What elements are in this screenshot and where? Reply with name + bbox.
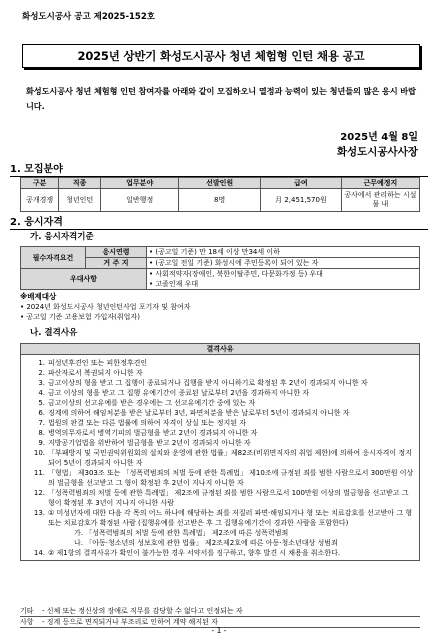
cell-category: 공개경쟁 [21, 189, 59, 212]
header-job-type: 직종 [59, 178, 101, 189]
item-number: 8. [38, 429, 45, 437]
cell-work-location: 공사에서 관리하는 시설물 내 [341, 189, 419, 212]
list-item [31, 418, 415, 428]
item-text: ② 제1항의 결격사유가 확인이 불가능한 경우 서약서를 징구하고, 향후 발견 시 채용을 취소한다. [48, 549, 341, 557]
disqualification-table [20, 343, 420, 561]
table-header-row [21, 178, 420, 189]
list-item [31, 428, 415, 438]
cell-salary: 月 2,451,570원 [261, 189, 342, 212]
item-text: 피성년후견인 또는 피한정후견인 [48, 359, 148, 367]
table-row [21, 355, 420, 561]
item-text: 금고이상의 형을 받고 그 집행이 종료되거나 집행을 받지 아니하기로 확정된 후 2년이 경과되지 아니한 자 [48, 379, 368, 387]
list-item [31, 378, 415, 388]
item-number: 10. [33, 449, 45, 457]
cell-work-field: 일반행정 [101, 189, 179, 212]
table-row [20, 606, 420, 617]
item-number: 5. [38, 399, 45, 407]
cell-job-type: 청년인턴 [59, 189, 101, 212]
item-number: 6. [38, 409, 45, 417]
table-header-row [21, 344, 420, 355]
recruitment-table [20, 177, 420, 212]
list-item [31, 408, 415, 418]
header-headcount: 선발인원 [179, 178, 261, 189]
header-work-location: 근무예정지 [341, 178, 419, 189]
exclusion-title: ※배제대상 [20, 292, 57, 301]
list-item [31, 358, 415, 368]
item-text: 「성폭력범죄의 처벌 등에 관한 특례법」 제2조에 규정된 죄를 범한 사람으로서 100만원 이상의 벌금형을 선고받고 그 형이 확정된 후 3년이 지나지 아니한 사람 [48, 489, 409, 507]
item-text: 법원의 판결 또는 다른 법률에 의하여 자격이 상실 또는 정지된 자 [48, 419, 247, 427]
title-box [22, 44, 420, 68]
list-item [31, 528, 415, 538]
item-number: 4. [38, 389, 45, 397]
preference-label: 우대사항 [21, 269, 147, 290]
other-label: 기타 [20, 607, 34, 615]
cell-headcount: 8명 [179, 189, 261, 212]
list-item: • 사회적약자(장애인, 북한이탈주민, 다문화가정 등) 우대 [149, 270, 323, 278]
other-items [20, 606, 420, 628]
residence-value: • (공고일 전일 기준) 화성시에 주민등록이 되어 있는 자 [147, 258, 420, 269]
intro-paragraph: 화성도시공사 청년 체험형 인턴 참여자를 아래와 같이 모집하오니 열정과 능력이 있는 청년들의 많은 응시 바랍니다. [26, 86, 416, 111]
other-text: - 신체 또는 정신상의 장애로 직무를 감당할 수 없다고 인정되는 자 [42, 607, 243, 615]
list-item [31, 548, 415, 558]
list-item [31, 388, 415, 398]
header-work-field: 업무분야 [101, 178, 179, 189]
item-number: 9. [38, 439, 45, 447]
other-text: - 징계 등으로 면직되거나 부조리로 인하여 계약 해지된 자 [42, 618, 218, 626]
item-text: 금고이상의 선고유예를 받은 경우에는 그 선고유예기간 중에 있는 자 [48, 399, 256, 407]
header-category: 구분 [21, 178, 59, 189]
other-label: 사항 [20, 618, 34, 626]
table-row [21, 269, 420, 290]
table-row [21, 189, 420, 212]
list-item [31, 508, 415, 528]
item-text: 「부패방지 및 국민권익위원회의 설치와 운영에 관한 법률」제82조(비위면직자의 취업 제한)에 의하여 응시자격이 정지되어 5년이 경과되지 아니한 자 [48, 449, 412, 467]
list-item [31, 488, 415, 508]
list-item: • 2024년 화성도시공사 청년인턴사업 포기자 및 참여자 [20, 303, 191, 311]
item-text: 지방공기업법을 위반하여 벌금형을 받고 2년이 경과되지 아니한 자 [48, 439, 251, 447]
section-recruitment-title: 1. 모집분야 [10, 160, 428, 177]
header-salary: 급여 [261, 178, 342, 189]
subsection-disqualification-title: 나. 결격사유 [30, 328, 78, 338]
item-number: 13. [33, 509, 45, 517]
disqualification-items [21, 355, 420, 561]
item-number [57, 538, 74, 548]
notice-number: 화성도시공사 공고 제2025-152호 [22, 12, 155, 22]
list-item: • 고졸인재 우대 [149, 280, 199, 288]
list-item [31, 368, 415, 378]
item-text: 파산자로서 복권되지 아니한 자 [48, 369, 143, 377]
disqualification-header: 결격사유 [21, 344, 420, 355]
residence-label: 거 주 지 [86, 258, 147, 269]
table-row [21, 247, 420, 258]
item-text: ① 미성년자에 대한 다음 각 목의 어느 하나에 해당하는 죄를 저질러 파면·해임되거나 형 또는 치료감호를 선고받아 그 형 또는 치료감호가 확정된 사람 (집행유예를 선고받은 후 그 집행유예기간이 경과한 사람을 포함한다) [48, 509, 413, 527]
item-number: 14. [33, 549, 45, 557]
item-number [57, 528, 74, 538]
item-number: 7. [38, 419, 45, 427]
list-item: • 공고일 기준 고용보험 가입자(취업자) [20, 313, 140, 321]
issuer-name: 화성도시공사사장 [336, 146, 418, 158]
item-number: 2. [38, 369, 45, 377]
list-item [31, 448, 415, 468]
item-text: 나. 「아동·청소년의 성보호에 관한 법률」 제2조제2호에 따른 아동·청소년대상 성범죄 [74, 539, 338, 547]
item-text: 「형법」 제303조 또는 「성폭력범죄의 처벌 등에 관한 특례법」 제10조에 규정된 죄를 범한 사람으로서 300만원 이상의 벌금형을 선고받고 그 형이 확정된 후 2년이 지나지 아니한 자 [48, 469, 414, 487]
preference-values [147, 269, 420, 290]
item-number: 11. [33, 469, 45, 477]
exclusion-list [20, 302, 191, 322]
item-text: 가. 「성폭력범죄의 처벌 등에 관한 특례법」 제2조에 따른 성폭력범죄 [74, 529, 289, 537]
list-item [31, 538, 415, 548]
item-number: 12. [33, 489, 45, 497]
subsection-criteria-title: 가. 응시자격기준 [30, 232, 94, 242]
section-qualification-title: 2. 응시자격 [10, 213, 428, 230]
item-number: 1. [38, 359, 45, 367]
list-item [31, 438, 415, 448]
age-value: • (공고일 기준) 만 18세 이상 만34세 이하 [147, 247, 420, 258]
list-item [31, 468, 415, 488]
notice-date: 2025년 4월 8일 [340, 132, 418, 143]
document-title: 2025년 상반기 화성도시공사 청년 체험형 인턴 채용 공고 [77, 49, 365, 63]
required-label: 필수자격요건 [21, 247, 86, 269]
item-text: 징계에 의하여 해임처분을 받은 날로부터 3년, 파면처분을 받은 날로부터 5년이 경과되지 아니한 자 [48, 409, 350, 417]
page-number: - 1 - [211, 626, 227, 635]
age-label: 응시연령 [86, 247, 147, 258]
item-text: 병역의무자로서 병역기피의 벌금형을 받고 2년이 경과되지 아니한 자 [48, 429, 258, 437]
criteria-table [20, 246, 420, 290]
list-item [31, 398, 415, 408]
item-text: 금고 이상의 형을 받고 그 집행 유예기간이 종료된 날로부터 2년을 경과하지 아니한 자 [48, 389, 310, 397]
item-number: 3. [38, 379, 45, 387]
